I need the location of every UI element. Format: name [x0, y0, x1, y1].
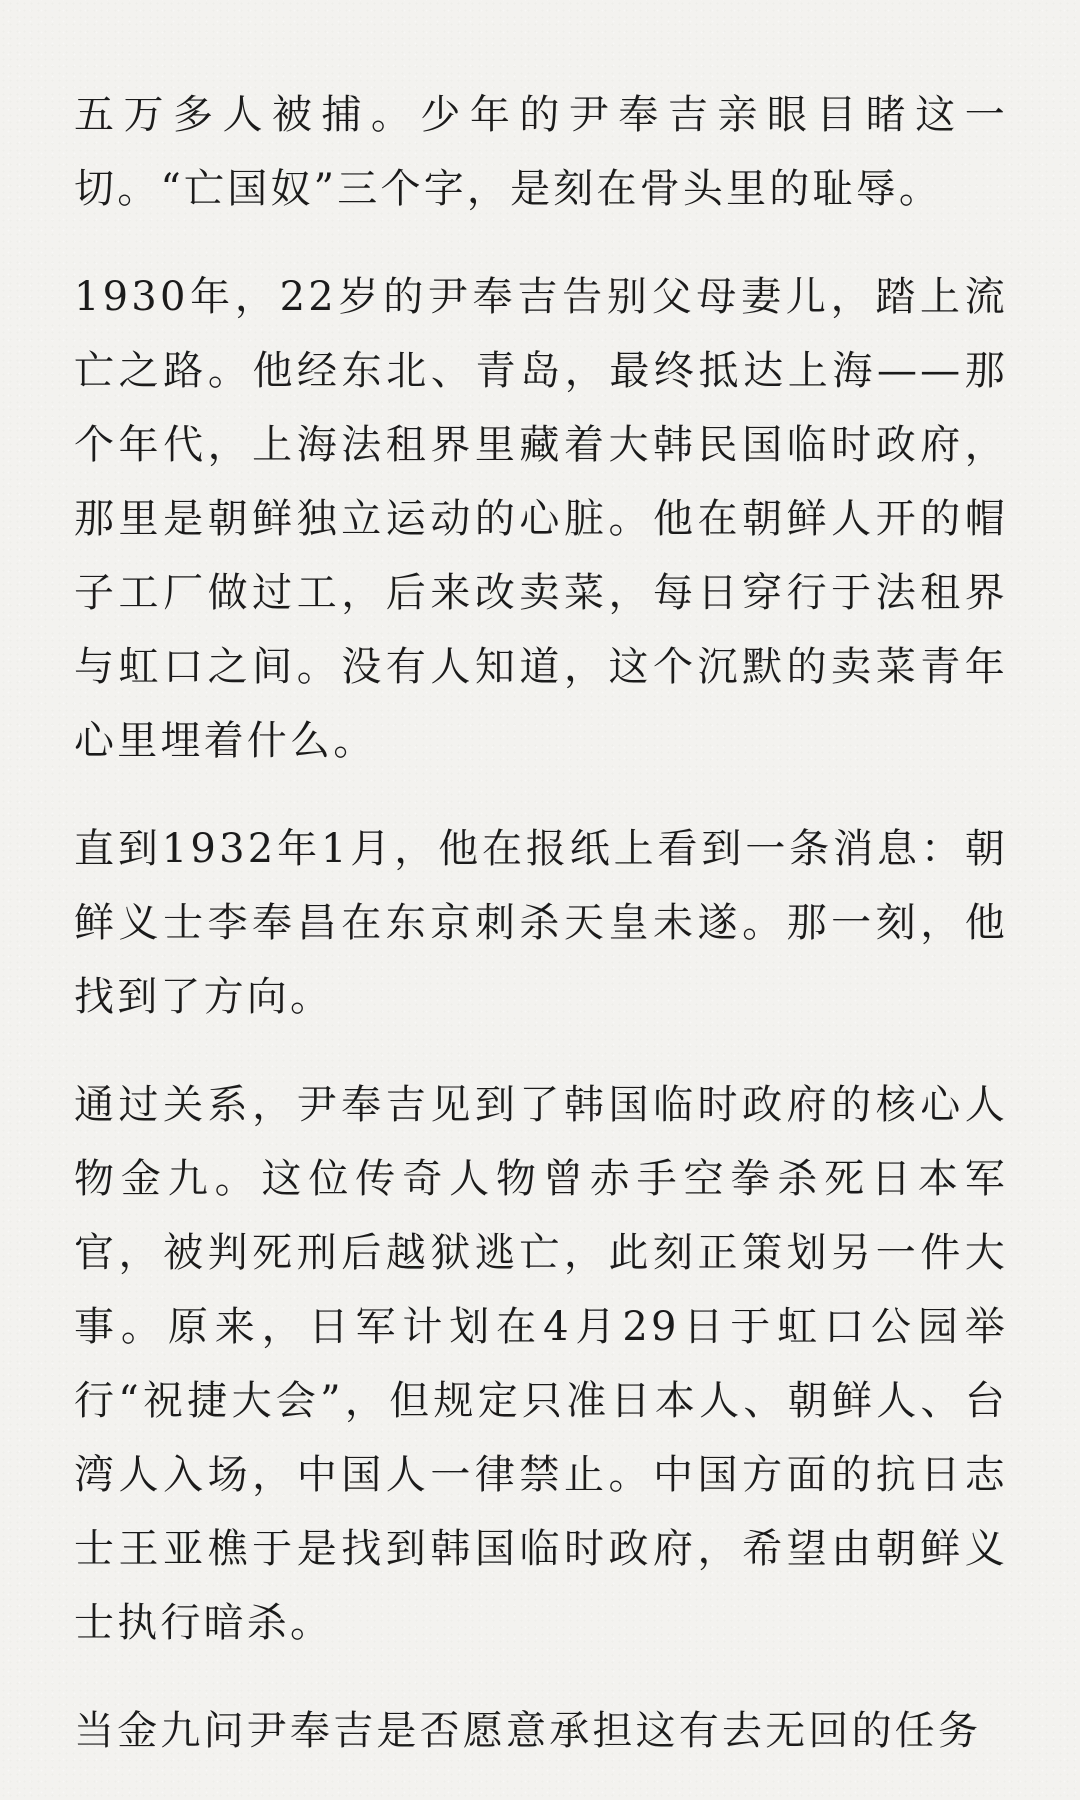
paragraph-arrest: 五万多人被捕。少年的尹奉吉亲眼目睹这一切。“亡国奴”三个字，是刻在骨头里的耻辱。	[74, 92, 1008, 212]
paragraph-exile: 1930年，22岁的尹奉吉告别父母妻儿，踏上流亡之路。他经东北、青岛，最终抵达上海——那个年代，上海法租界里藏着大韩民国临时政府，那里是朝鲜独立运动的心脏。他在朝鲜人开的帽子工厂做过工，后来改卖菜，每日穿行于法租界与虹口之间。没有人知道，这个沉默的卖菜青年心里埋着什么。	[74, 274, 1008, 764]
paragraph-kim-ku: 通过关系，尹奉吉见到了韩国临时政府的核心人物金九。这位传奇人物曾赤手空拳杀死日本军官，被判死刑后越狱逃亡，此刻正策划另一件大事。原来，日军计划在4月29日于虹口公园举行“祝捷大会”，但规定只准日本人、朝鲜人、台湾人入场，中国人一律禁止。中国方面的抗日志士王亚樵于是找到韩国临时政府，希望由朝鲜义士执行暗杀。	[74, 1082, 1008, 1646]
paragraph-mission-question: 当金九问尹奉吉是否愿意承担这有去无回的任务	[74, 1708, 982, 1754]
paragraph-direction: 直到1932年1月，他在报纸上看到一条消息：朝鲜义士李奉昌在东京刺杀天皇未遂。那一刻，他找到了方向。	[74, 826, 1008, 1020]
